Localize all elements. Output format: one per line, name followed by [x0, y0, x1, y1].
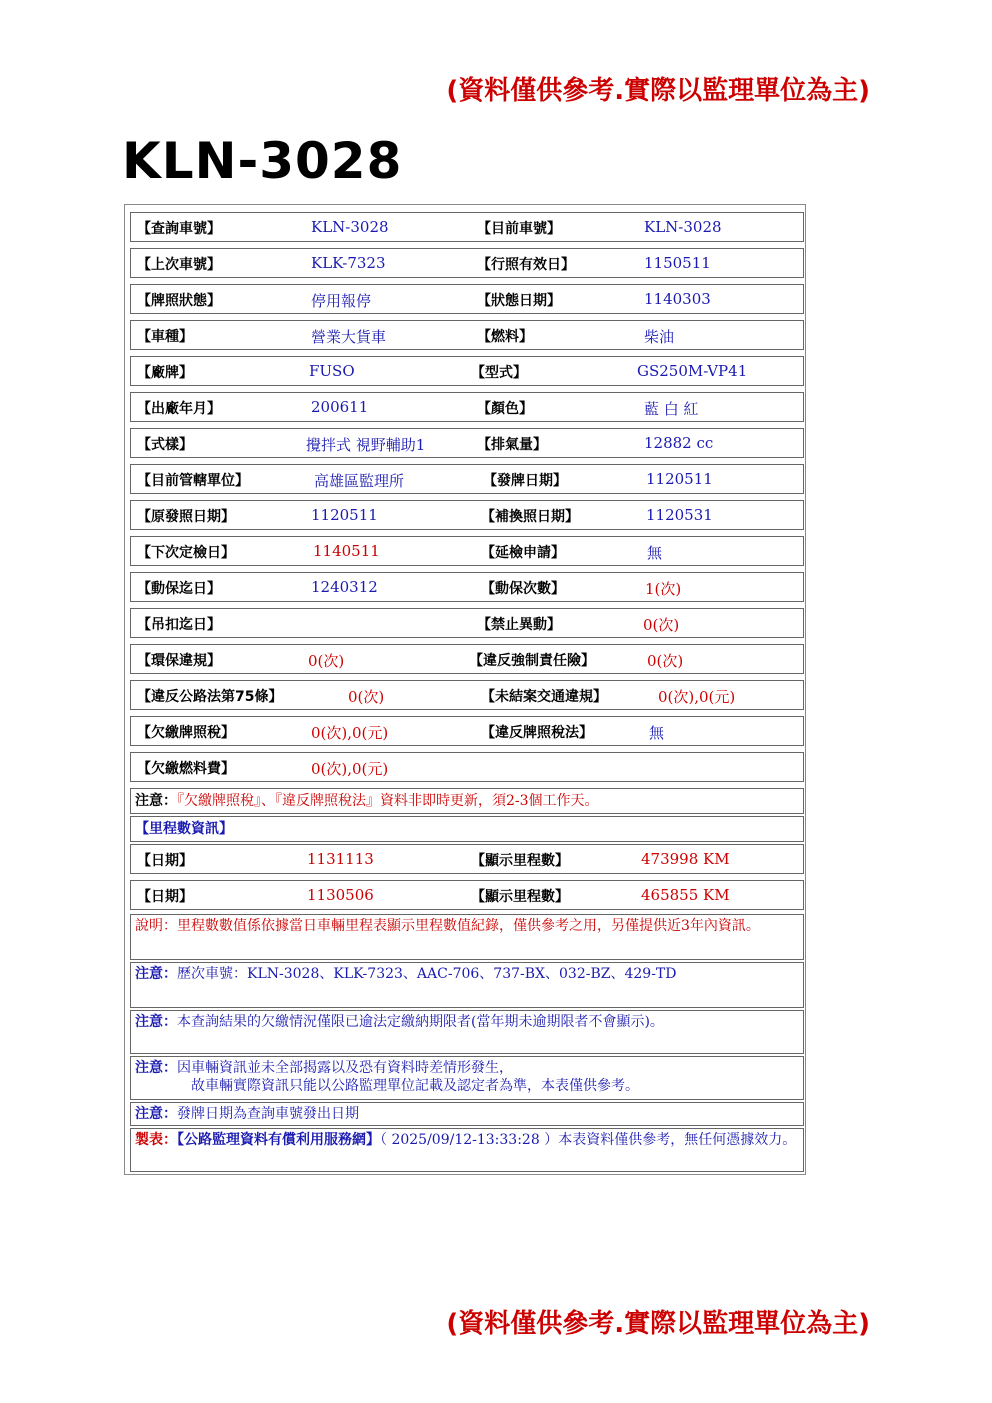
- field-label: 【牌照狀態】: [137, 293, 221, 309]
- field-label: 【目前管轄單位】: [137, 473, 249, 489]
- table-row: [130, 716, 804, 746]
- table-row: [130, 572, 804, 602]
- note-label: 製表：: [135, 1132, 177, 1148]
- field-label: 【欠繳燃料費】: [137, 761, 235, 777]
- field-label: 【排氣量】: [477, 437, 547, 453]
- field-label: 【出廠年月】: [137, 401, 221, 417]
- note-text: 本查詢結果的欠繳情況僅限已逾法定繳納期限者(當年期未逾期限者不會顯示)。: [177, 1014, 664, 1030]
- field-value: 1150511: [644, 254, 711, 272]
- source-name: 【公路監理資料有償利用服務網】: [177, 1132, 380, 1148]
- field-value: 1131113: [307, 850, 374, 868]
- field-label: 【式樣】: [137, 437, 193, 453]
- note-text: 說明：里程數數值係依據當日車輛里程表顯示里程數值紀錄，僅供參考之用，另僅提供近3年內資訊。: [135, 918, 760, 934]
- disclaimer-bottom: (資料僅供參考.實際以監理單位為主): [446, 1309, 870, 1339]
- field-label: 【環保違規】: [137, 653, 221, 669]
- table-row: [130, 428, 804, 458]
- field-value: 0(次): [348, 688, 385, 706]
- field-label: 【燃料】: [477, 329, 533, 345]
- field-label: 【顏色】: [477, 401, 533, 417]
- field-label: 【禁止異動】: [477, 617, 561, 633]
- field-value: 1(次): [645, 580, 682, 598]
- field-value: GS250M-VP41: [637, 362, 748, 380]
- field-value: 1130506: [307, 886, 374, 904]
- field-label: 【查詢車號】: [137, 221, 221, 237]
- field-value: 高雄區監理所: [314, 472, 405, 490]
- field-value: 攪拌式 視野輔助1: [306, 436, 426, 454]
- field-value: 1240312: [311, 578, 378, 596]
- table-row: [130, 320, 804, 350]
- field-label: 【原發照日期】: [137, 509, 235, 525]
- table-row: [130, 392, 804, 422]
- table-row: [130, 536, 804, 566]
- field-value: 營業大貨車: [311, 328, 387, 346]
- vehicle-report-table: [124, 204, 806, 1175]
- note-label: 注意：: [135, 1060, 177, 1076]
- field-label: 【欠繳牌照稅】: [137, 725, 235, 741]
- field-value: KLN-3028: [644, 218, 722, 236]
- section-title: 【里程數資訊】: [135, 821, 233, 837]
- field-label: 【顯示里程數】: [471, 889, 569, 905]
- field-value: 無: [649, 724, 665, 742]
- field-value: 無: [647, 544, 663, 562]
- field-label: 【動保迄日】: [137, 581, 221, 597]
- field-label: 【違反牌照稅法】: [481, 725, 593, 741]
- note-label: 注意：: [135, 1106, 177, 1122]
- field-label: 【上次車號】: [137, 257, 221, 273]
- history-note: [130, 962, 804, 1008]
- note-label: 注意：: [135, 966, 177, 982]
- field-label: 【下次定檢日】: [137, 545, 235, 561]
- field-value: FUSO: [309, 362, 355, 380]
- field-label: 【未結案交通違規】: [481, 689, 607, 705]
- note-text: 歷次車號：KLN-3028、KLK-7323、AAC-706、737-BX、032-BZ、429-TD: [177, 966, 677, 982]
- mileage-explanation: [130, 914, 804, 960]
- field-label: 【狀態日期】: [477, 293, 561, 309]
- table-row: [130, 844, 804, 874]
- field-value: 0(次),0(元): [311, 760, 389, 778]
- field-label: 【車種】: [137, 329, 193, 345]
- info-note: [130, 1056, 804, 1100]
- table-row: [130, 644, 804, 674]
- note-label: 注意：: [135, 793, 177, 809]
- field-value: 1120511: [646, 470, 713, 488]
- field-label: 【行照有效日】: [477, 257, 575, 273]
- table-row: [130, 680, 804, 710]
- field-value: 1120531: [646, 506, 713, 524]
- table-row: [130, 880, 804, 910]
- table-row: [130, 284, 804, 314]
- arrears-note: [130, 1010, 804, 1054]
- field-label: 【日期】: [137, 853, 193, 869]
- table-row: [130, 752, 804, 782]
- note-label: 注意：: [135, 1014, 177, 1030]
- field-label: 【目前車號】: [477, 221, 561, 237]
- field-value: 1140303: [644, 290, 711, 308]
- field-value: 200611: [311, 398, 369, 416]
- note-text: 發牌日期為查詢車號發出日期: [177, 1106, 359, 1122]
- field-value: 0(次): [647, 652, 684, 670]
- page-title: KLN-3028: [122, 132, 403, 190]
- field-value: 停用報停: [311, 292, 372, 310]
- note-text: 『欠繳牌照稅』、『違反牌照稅法』資料非即時更新，須2-3個工作天。: [177, 793, 599, 809]
- field-label: 【延檢申請】: [481, 545, 565, 561]
- field-value: 1120511: [311, 506, 378, 524]
- field-label: 【顯示里程數】: [471, 853, 569, 869]
- field-value: 柴油: [644, 328, 675, 346]
- field-label: 【發牌日期】: [483, 473, 567, 489]
- note-text: 因車輛資訊並未全部揭露以及恐有資料時差情形發生，: [177, 1060, 513, 1076]
- mileage-header: [130, 816, 804, 842]
- issue-date-note: [130, 1102, 804, 1126]
- field-label: 【廠牌】: [137, 365, 193, 381]
- table-row: [130, 248, 804, 278]
- field-label: 【型式】: [471, 365, 527, 381]
- field-label: 【日期】: [137, 889, 193, 905]
- footer-note: [130, 1128, 804, 1172]
- table-row: [130, 356, 804, 386]
- field-value: 465855 KM: [641, 886, 730, 904]
- tax-note: [130, 788, 804, 814]
- table-row: [130, 212, 804, 242]
- note-text: （ 2025/09/12-13:33:28 ）本表資料僅供參考，無任何憑據效力。: [380, 1132, 797, 1148]
- field-label: 【違反強制責任險】: [469, 653, 595, 669]
- field-label: 【動保次數】: [481, 581, 565, 597]
- field-value: 12882 cc: [644, 434, 714, 452]
- field-value: KLK-7323: [311, 254, 386, 272]
- table-row: [130, 464, 804, 494]
- field-label: 【違反公路法第75條】: [137, 689, 283, 705]
- field-value: KLN-3028: [311, 218, 389, 236]
- field-label: 【補換照日期】: [481, 509, 579, 525]
- field-value: 0(次): [643, 616, 680, 634]
- field-value: 0(次): [308, 652, 345, 670]
- table-row: [130, 500, 804, 530]
- disclaimer-top: (資料僅供參考.實際以監理單位為主): [446, 76, 870, 106]
- field-value: 1140511: [313, 542, 380, 560]
- field-value: 473998 KM: [641, 850, 730, 868]
- field-value: 0(次),0(元): [658, 688, 736, 706]
- field-value: 藍 白 紅: [644, 400, 699, 418]
- table-row: [130, 608, 804, 638]
- field-label: 【吊扣迄日】: [137, 617, 221, 633]
- field-value: 0(次),0(元): [311, 724, 389, 742]
- note-text: 故車輛實際資訊只能以公路監理單位記載及認定者為準，本表僅供參考。: [191, 1078, 639, 1094]
